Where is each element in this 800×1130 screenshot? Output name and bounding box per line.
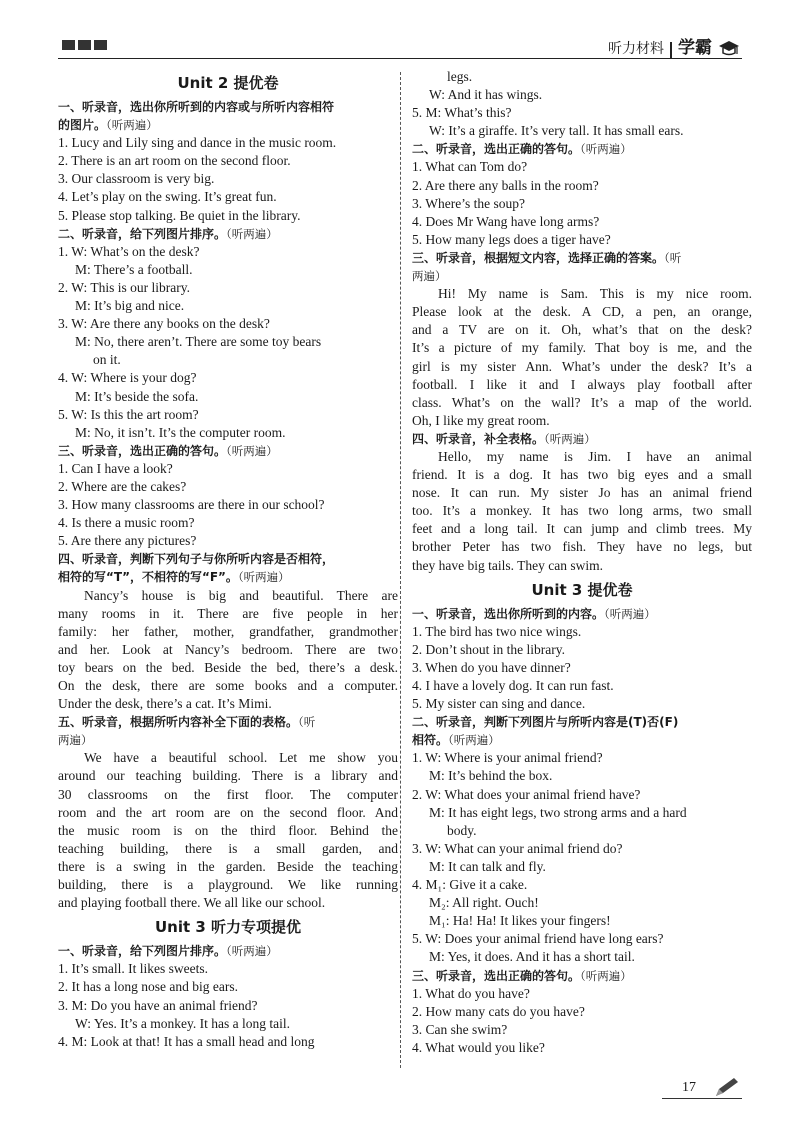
paragraph-line: [412, 303, 752, 321]
text-line: [58, 1033, 398, 1051]
paragraph-line: [412, 557, 752, 575]
text-line-text: 1. Lucy and Lily sing and dance in the music room.: [58, 135, 337, 151]
paragraph-line-text: class. What’s on the wall? It’s a map of the world.: [412, 394, 752, 410]
text-line-text: 2. It has a long nose and big ears.: [58, 979, 238, 995]
paragraph-line-text: and her. Look at Nancy’s bedroom. There are two: [58, 641, 398, 657]
text-line-text: 5. How many legs does a tiger have?: [412, 231, 611, 247]
left-column: [58, 68, 398, 1051]
text-line-text: 4. W: Where is your dog?: [58, 370, 197, 386]
paragraph-line-text: room and the art room are on the second floor. And: [58, 804, 398, 820]
listen-twice-note: （听两遍）: [237, 570, 290, 585]
paragraph-line-text: around our teaching building. There is a library and: [58, 768, 398, 784]
paragraph-line: [412, 339, 752, 357]
section-heading: [58, 442, 398, 460]
listen-twice-note: （听两遍）: [106, 118, 158, 133]
text-line: [58, 514, 398, 532]
text-line: [58, 478, 398, 496]
text-line: [58, 152, 398, 170]
paragraph-line: [412, 412, 752, 430]
text-line-text: 4. Is there a music room?: [58, 515, 195, 531]
listen-twice-note: （听两遍）: [226, 226, 278, 241]
section-heading: [412, 967, 752, 985]
text-line: [58, 978, 398, 996]
listen-twice-note: （听两遍）: [580, 968, 632, 983]
dialogue-line-text: M₁: Ha! Ha! It likes your fingers!: [429, 913, 611, 929]
header-brand: 学霸: [678, 38, 712, 58]
paragraph-line-text: Hi! My name is Sam. This is my nice room.: [438, 286, 752, 302]
page-number: 17: [682, 1080, 696, 1095]
text-line: [58, 134, 398, 152]
text-line-text: 3. Can she swim?: [412, 1021, 508, 1037]
paragraph-line-text: girl is my sister Ann. What’s under the desk? It’s a: [412, 358, 752, 374]
paragraph-line: [58, 587, 398, 605]
paragraph-line-text: On the desk, there are some books and a computer.: [58, 678, 398, 693]
section-heading: [412, 267, 752, 285]
section-heading: [58, 568, 398, 586]
section-heading-text: 的图片。: [58, 118, 107, 133]
text-line-text: 4. M₁: Give it a cake.: [412, 877, 528, 893]
paragraph-line-text: family: her father, mother, grandfather, grandmother: [58, 623, 398, 639]
text-line: [412, 641, 752, 659]
paragraph-line: [412, 484, 752, 502]
paragraph-line-text: football. I like it and I always play football after: [412, 376, 752, 392]
dialogue-line: [412, 858, 752, 876]
paragraph-line: [58, 749, 398, 767]
text-line: [58, 960, 398, 978]
header-rule: [58, 58, 742, 59]
paragraph-line: [58, 804, 398, 822]
section-heading: [412, 249, 752, 267]
dialogue-line: [58, 261, 398, 279]
dialogue-line: [412, 912, 752, 930]
text-line-text: 5. Are there any pictures?: [58, 533, 197, 549]
paragraph-line-text: nose. It can run. My sister Jo has an animal friend: [412, 485, 752, 501]
paragraph-line-text: 30 classrooms on the first floor. The computer: [58, 786, 398, 802]
text-line: [58, 369, 398, 387]
dialogue-line-text: M: Yes, it does. And it has a short tail.: [429, 949, 635, 965]
section-heading-text: 一、听录音，选出你所听到的内容或与所听内容相符: [58, 100, 335, 114]
listen-twice-note: 两遍）: [412, 269, 447, 284]
paragraph-line-text: Please look at the desk. A CD, a pen, an orange,: [412, 304, 752, 320]
dialogue-line-text: M: No, there aren’t. There are some toy bears: [75, 334, 322, 350]
section-heading-text: 一、听录音，选出你所听到的内容。: [412, 606, 605, 621]
dialogue-line: [412, 894, 752, 912]
text-line: [412, 786, 752, 804]
dialogue-line: [412, 804, 752, 822]
section-heading: [412, 430, 752, 448]
paragraph-line-text: It’s a picture of my family. That boy is me, and the: [412, 340, 752, 356]
paragraph-line-text: toy bears on the bed. Beside the bed, there’s a desk.: [58, 659, 398, 675]
listen-twice-note: （听: [298, 715, 316, 730]
text-line-text: 1. The bird has two nice wings.: [412, 623, 582, 639]
section-heading-text: 三、听录音，选出正确的答句。: [58, 443, 227, 458]
dialogue-line-text: M: No, it isn’t. It’s the computer room.: [75, 424, 286, 440]
dialogue-line: [412, 767, 752, 785]
text-line-text: 2. W: What does your animal friend have?: [412, 786, 641, 802]
text-line-text: 3. W: Are there any books on the desk?: [58, 316, 270, 332]
text-line-text: 2. W: This is our library.: [58, 279, 190, 295]
section-heading: [58, 98, 398, 116]
paragraph-line: [412, 538, 752, 556]
text-line-text: 2. There is an art room on the second floor.: [58, 153, 291, 169]
paragraph-line: [412, 321, 752, 339]
text-line-text: 3. M: Do you have an animal friend?: [58, 997, 258, 1013]
unit-heading-text: Unit 2 提优卷: [177, 74, 279, 92]
text-line-text: 5. M: What’s this?: [412, 105, 512, 121]
text-line-text: 2. Are there any balls in the room?: [412, 177, 599, 193]
continuation-line: [58, 351, 398, 369]
paragraph-line: [58, 767, 398, 785]
section-heading-text: 二、听录音，选出正确的答句。: [412, 142, 581, 157]
section-heading-text: 三、听录音，根据短文内容，选择正确的答案。: [412, 250, 665, 265]
text-line-text: 5. W: Is this the art room?: [58, 406, 199, 422]
listen-twice-note: （听: [664, 250, 682, 265]
text-line: [412, 677, 752, 695]
text-line-text: 2. How many cats do you have?: [412, 1003, 585, 1019]
unit-heading: [58, 68, 398, 98]
text-line-text: 3. When do you have dinner?: [412, 659, 571, 675]
text-line-text: 4. What would you like?: [412, 1039, 545, 1055]
paragraph-line-text: many rooms in it. There are five people in her: [58, 605, 398, 621]
text-line-text: 1. Can I have a look?: [58, 460, 173, 476]
text-line-text: 5. My sister can sing and dance.: [412, 696, 586, 712]
section-heading-text: 相符的写“T”，不相符的写“F”。: [58, 570, 238, 585]
listen-twice-note: （听两遍）: [226, 443, 278, 458]
dialogue-line: [412, 122, 752, 140]
text-line: [58, 997, 398, 1015]
graduation-cap-icon: [718, 38, 740, 58]
section-heading-text: 二、听录音，给下列图片排序。: [58, 226, 227, 241]
section-heading: [58, 225, 398, 243]
listen-twice-note: 两遍）: [58, 733, 93, 748]
text-line: [412, 623, 752, 641]
text-line: [412, 985, 752, 1003]
text-line-text: 5. W: Does your animal friend have long ears?: [412, 931, 664, 947]
dialogue-line: [412, 86, 752, 104]
column-divider: [400, 72, 401, 1068]
text-line: [412, 213, 752, 231]
text-line: [58, 496, 398, 514]
paragraph-line: [58, 786, 398, 804]
continuation-line-text: body.: [447, 822, 477, 838]
text-line: [58, 460, 398, 478]
section-heading: [58, 942, 398, 960]
section-heading-text: 四、听录音，补全表格。: [412, 431, 545, 446]
text-line-text: 3. How many classrooms are there in our school?: [58, 497, 325, 513]
section-heading: [412, 731, 752, 749]
text-line: [412, 195, 752, 213]
text-line: [58, 188, 398, 206]
text-line: [412, 659, 752, 677]
pen-icon: [712, 1076, 742, 1098]
text-line: [412, 1003, 752, 1021]
text-line: [412, 231, 752, 249]
dialogue-line-text: M: It’s beside the sofa.: [75, 388, 199, 404]
text-line-text: 1. W: What’s on the desk?: [58, 243, 200, 259]
dialogue-line: [58, 297, 398, 315]
footer-rule: [662, 1098, 742, 1099]
dialogue-line-text: M: It can talk and fly.: [429, 858, 546, 874]
unit-heading: [412, 575, 752, 605]
text-line: [58, 406, 398, 424]
dialogue-line-text: M: It has eight legs, two strong arms and a hard: [429, 804, 687, 820]
paragraph-line: [58, 605, 398, 623]
text-line: [58, 279, 398, 297]
section-heading-text: 一、听录音，给下列图片排序。: [58, 944, 227, 959]
paragraph-line-text: Hello, my name is Jim. I have an animal: [438, 448, 752, 464]
text-line: [412, 930, 752, 948]
unit-heading-text: Unit 3 提优卷: [531, 580, 633, 599]
paragraph-line-text: Oh, I like my great room.: [412, 412, 550, 428]
paragraph-line: [412, 358, 752, 376]
continuation-line-text: legs.: [447, 69, 473, 84]
listen-twice-note: （听两遍）: [226, 944, 278, 959]
paragraph-line-text: brother Peter has two fish. They have no legs, but: [412, 539, 752, 555]
text-line: [412, 1021, 752, 1039]
paragraph-line: [58, 695, 398, 713]
paragraph-line-text: there is a swing in the garden. Beside the teaching: [58, 858, 398, 874]
text-line: [412, 695, 752, 713]
text-line-text: 1. It’s small. It likes sweets.: [58, 961, 208, 977]
dialogue-line-text: M: There’s a football.: [75, 261, 193, 277]
section-heading: [412, 605, 752, 623]
dialogue-line: [58, 388, 398, 406]
dialogue-line-text: M: It’s big and nice.: [75, 298, 185, 314]
text-line: [58, 207, 398, 225]
paragraph-line: [58, 659, 398, 677]
header-decoration: [62, 40, 107, 50]
text-line: [58, 243, 398, 261]
text-line-text: 4. I have a lovely dog. It can run fast.: [412, 678, 614, 693]
dialogue-line-text: W: It’s a giraffe. It’s very tall. It has small ears.: [429, 123, 684, 139]
page-header: [608, 28, 740, 58]
paragraph-line-text: feet and a long tail. It can jump and climb trees. My: [412, 521, 752, 537]
dialogue-line-text: W: Yes. It’s a monkey. It has a long tail.: [75, 1015, 290, 1031]
dialogue-line-text: M: It’s behind the box.: [429, 768, 553, 784]
paragraph-line-text: and a TV are on it. Oh, what’s that on the desk?: [412, 322, 752, 338]
header-separator: [670, 42, 672, 58]
paragraph-line-text: We have a beautiful school. Let me show you: [84, 750, 398, 766]
section-heading: [58, 116, 398, 134]
text-line-text: 5. Please stop talking. Be quiet in the library.: [58, 207, 301, 223]
text-line-text: 1. W: Where is your animal friend?: [412, 750, 603, 766]
header-title: 听力材料: [608, 41, 664, 57]
text-line-text: 1. What can Tom do?: [412, 159, 528, 175]
paragraph-line-text: too. It’s a monkey. It has two long arms, two small: [412, 503, 752, 519]
text-line: [412, 104, 752, 122]
paragraph-line: [58, 894, 398, 912]
text-line: [412, 840, 752, 858]
paragraph-line-text: friend. It is a dog. It has two big eyes and a small: [412, 467, 752, 483]
text-line: [58, 315, 398, 333]
section-heading: [58, 550, 398, 568]
paragraph-line: [58, 641, 398, 659]
continuation-line-text: on it.: [93, 352, 121, 368]
paragraph-line: [412, 466, 752, 484]
section-heading-text: 三、听录音，选出正确的答句。: [412, 968, 581, 983]
section-heading: [412, 713, 752, 731]
right-column: [412, 68, 752, 1057]
continuation-line: [412, 822, 752, 840]
text-line: [412, 749, 752, 767]
section-heading-text: 二、听录音，判断下列图片与所听内容是(T)否(F): [412, 715, 679, 730]
dialogue-line-text: M₂: All right. Ouch!: [429, 895, 539, 911]
dialogue-line-text: W: And it has wings.: [429, 87, 543, 103]
section-heading: [58, 731, 398, 749]
paragraph-line: [412, 448, 752, 466]
dialogue-line: [412, 948, 752, 966]
text-line-text: 3. W: What can your animal friend do?: [412, 840, 623, 856]
paragraph-line: [412, 376, 752, 394]
paragraph-line: [58, 876, 398, 894]
paragraph-line-text: they have big tails. They can swim.: [412, 557, 603, 573]
text-line-text: 2. Where are the cakes?: [58, 478, 187, 494]
section-heading: [412, 140, 752, 158]
section-heading-text: 相符。: [412, 733, 449, 748]
paragraph-line: [58, 822, 398, 840]
section-heading-text: 五、听录音，根据所听内容补全下面的表格。: [58, 715, 299, 730]
dialogue-line: [58, 333, 398, 351]
paragraph-line-text: the music room is on the third floor. Behind the: [58, 822, 398, 838]
listen-twice-note: （听两遍）: [448, 733, 500, 748]
paragraph-line-text: Nancy’s house is big and beautiful. There are: [84, 587, 398, 603]
paragraph-line: [58, 840, 398, 858]
paragraph-line: [58, 623, 398, 641]
unit-heading: [58, 912, 398, 942]
continuation-line: [412, 68, 752, 86]
paragraph-line-text: teaching building, there is a small garden, and: [58, 840, 398, 856]
text-line: [412, 1039, 752, 1057]
paragraph-line: [58, 858, 398, 876]
listen-twice-note: （听两遍）: [544, 431, 596, 446]
text-line-text: 3. Our classroom is very big.: [58, 171, 215, 187]
dialogue-line: [58, 1015, 398, 1033]
text-line-text: 2. Don’t shout in the library.: [412, 641, 565, 657]
text-line-text: 4. M: Look at that! It has a small head and long: [58, 1033, 315, 1049]
paragraph-line: [412, 285, 752, 303]
unit-heading-text: Unit 3 听力专项提优: [154, 918, 302, 937]
paragraph-line: [412, 502, 752, 520]
paragraph-line: [412, 520, 752, 538]
text-line: [412, 876, 752, 894]
text-line: [412, 158, 752, 176]
paragraph-line-text: Under the desk, there’s a cat. It’s Mimi.: [58, 696, 272, 712]
section-heading: [58, 713, 398, 731]
paragraph-line: [412, 394, 752, 412]
text-line-text: 3. Where’s the soup?: [412, 195, 525, 211]
text-line-text: 4. Let’s play on the swing. It’s great fun.: [58, 189, 277, 205]
text-line: [58, 532, 398, 550]
text-line-text: 4. Does Mr Wang have long arms?: [412, 213, 600, 229]
text-line-text: 1. What do you have?: [412, 985, 530, 1001]
listen-twice-note: （听两遍）: [604, 606, 656, 621]
paragraph-line-text: and playing football there. We all like our school.: [58, 895, 326, 911]
section-heading-text: 四、听录音，判断下列句子与你所听内容是否相符，: [58, 552, 335, 567]
paragraph-line-text: building, there is a playground. We like running: [58, 877, 398, 893]
dialogue-line: [58, 424, 398, 442]
paragraph-line: [58, 677, 398, 695]
text-line: [412, 177, 752, 195]
text-line: [58, 170, 398, 188]
listen-twice-note: （听两遍）: [580, 142, 632, 157]
